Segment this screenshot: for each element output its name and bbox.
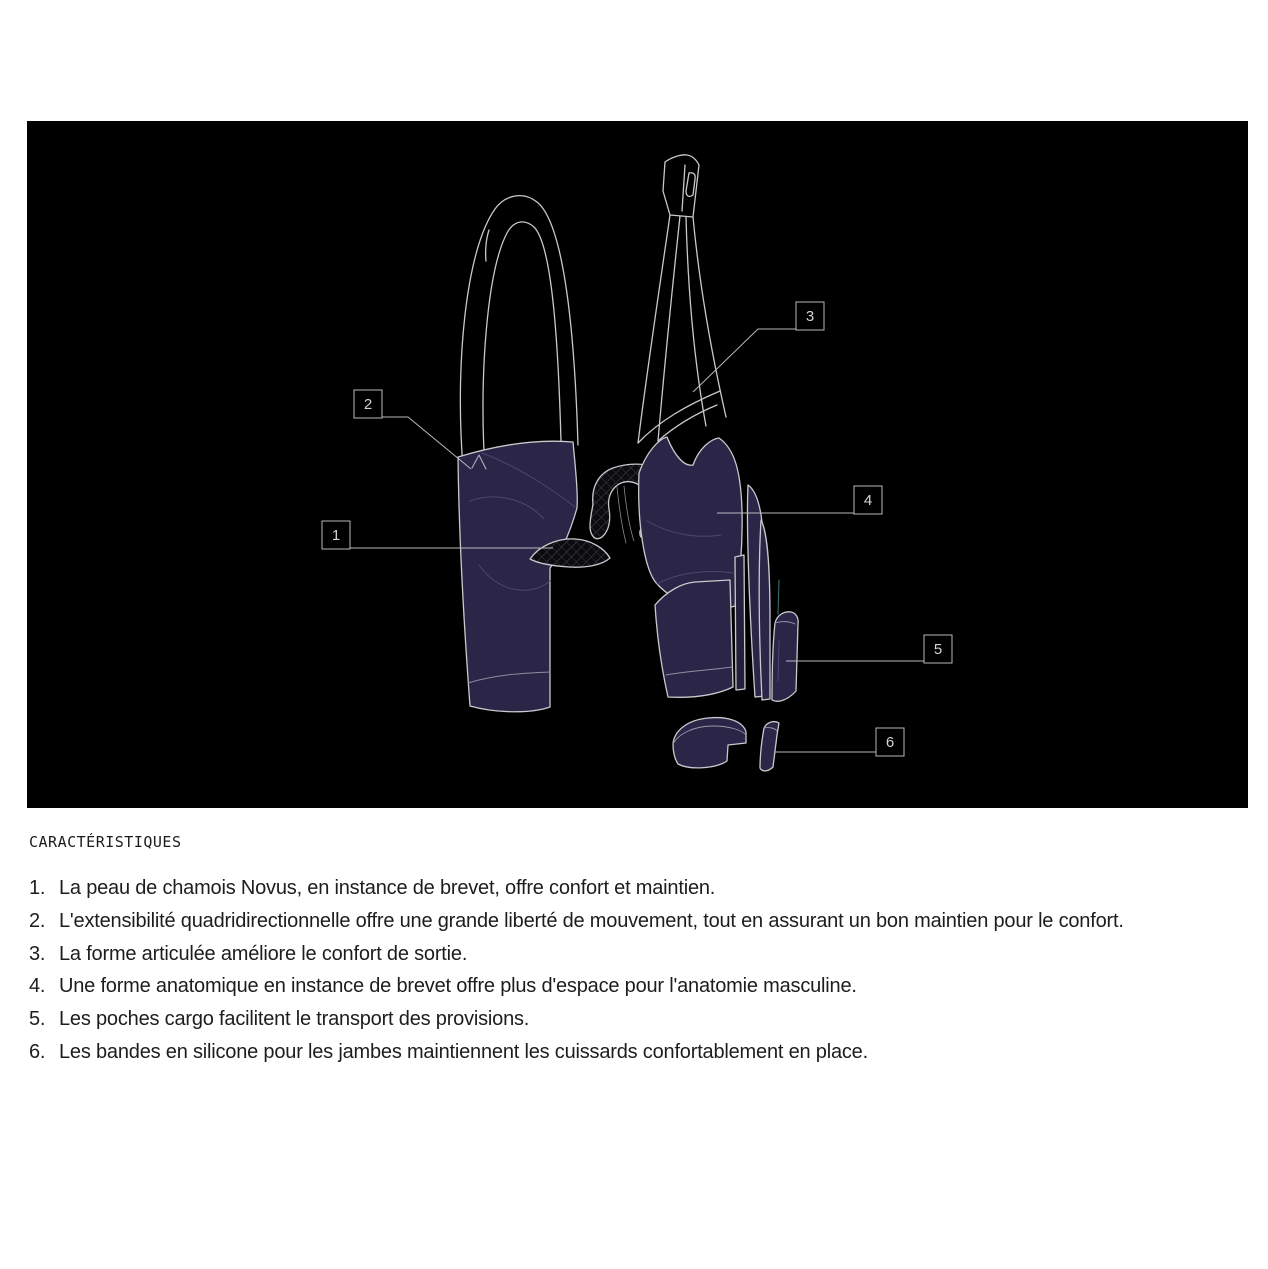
list-item-number: 1. — [29, 877, 46, 899]
callout-6-label: 6 — [885, 734, 895, 751]
list-item-text: L'extensibilité quadridirectionnelle offre une grande liberté de mouvement, tout en assurant un bon maintien pour le confort. — [59, 909, 1124, 932]
list-item — [29, 1003, 1219, 1036]
list-item — [29, 905, 1219, 938]
bib-shorts-exploded-diagram — [27, 121, 1248, 808]
side-panel-sliver — [735, 555, 745, 690]
cargo-pocket — [772, 612, 798, 701]
product-diagram-panel — [27, 121, 1248, 808]
callout-4-label: 4 — [863, 492, 873, 509]
list-item-number: 3. — [29, 942, 46, 965]
callout-5-label: 5 — [933, 641, 943, 658]
callout-1-label: 1 — [331, 527, 341, 544]
list-item-text: Les bandes en silicone pour les jambes maintiennent les cuissards confortablement en place. — [59, 1040, 868, 1063]
right-leg — [655, 580, 733, 697]
list-item — [29, 938, 1219, 971]
features-list — [29, 872, 1219, 1069]
list-item-text: La forme articulée améliore le confort de sortie. — [59, 942, 468, 965]
list-item-text: La peau de chamois Novus, en instance de brevet, offre confort et maintien. — [59, 877, 716, 899]
list-item-text: Les poches cargo facilitent le transport des provisions. — [59, 1008, 530, 1031]
list-item — [29, 970, 1219, 1003]
list-item-number: 4. — [29, 975, 46, 998]
features-section — [29, 833, 1219, 1069]
list-item-number: 2. — [29, 909, 46, 932]
list-item-text: Une forme anatomique en instance de brevet offre plus d'espace pour l'anatomie masculine. — [59, 975, 857, 998]
callout-3-label: 3 — [805, 308, 815, 325]
features-heading: CARACTÉRISTIQUES — [29, 833, 182, 851]
list-item-number: 5. — [29, 1008, 46, 1031]
callout-2-label: 2 — [363, 396, 373, 413]
list-item — [29, 872, 1219, 905]
list-item — [29, 1036, 1219, 1069]
list-item-number: 6. — [29, 1040, 46, 1063]
